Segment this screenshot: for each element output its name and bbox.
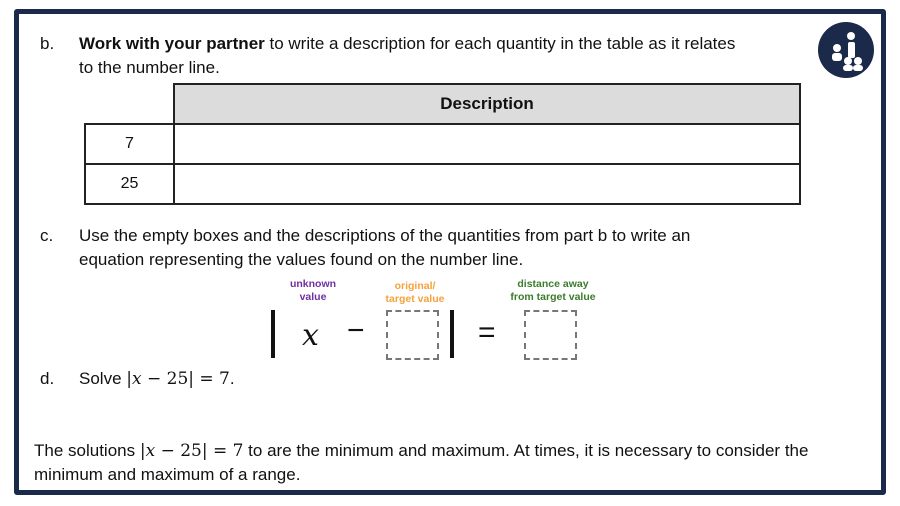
part-b-line2: to the number line. (79, 58, 220, 77)
table-row (85, 124, 800, 164)
original-label-line1: original/ (394, 280, 436, 292)
original-label-line2: target value (385, 293, 445, 305)
description-header: Description (174, 84, 800, 124)
description-cell[interactable] (174, 164, 800, 204)
part-d-text (79, 367, 235, 391)
minus-sign: − (347, 314, 365, 347)
table-header-row (85, 84, 800, 124)
part-b-marker: b. (40, 34, 55, 53)
footer-line1-rest: to are the minimum and maximum. At times, it is necessary to consider the (243, 441, 809, 460)
footer-prefix: The solutions (34, 441, 140, 460)
footer-var: x (145, 441, 156, 461)
part-d-abs-open: | (126, 369, 132, 389)
abs-bar-left (271, 310, 275, 358)
table-row (85, 164, 800, 204)
description-cell[interactable] (174, 124, 800, 164)
unknown-value-label (278, 278, 348, 304)
part-d-suffix: . (229, 369, 235, 388)
distance-label-line1: distance away (517, 278, 589, 290)
part-b-text (79, 32, 735, 56)
distance-away-label (500, 278, 606, 304)
unknown-label-line2: value (299, 291, 327, 303)
people-classroom-icon (818, 22, 874, 78)
unknown-label-line1: unknown (289, 278, 337, 290)
quantity-cell: 25 (85, 164, 174, 204)
variable-x: x (302, 318, 319, 353)
part-c-line1: Use the empty boxes and the descriptions of the quantities from part b to write an (79, 226, 691, 245)
part-c-marker: c. (40, 226, 54, 245)
footer-line2: minimum and maximum of a range. (34, 465, 301, 484)
target-value-box[interactable] (386, 310, 439, 360)
part-b-line1: to write a description for each quantity in the table as it relates (264, 34, 736, 53)
original-target-label (378, 280, 452, 306)
quantity-table (84, 83, 801, 205)
distance-label-line2: from target value (510, 291, 596, 303)
part-d-marker: d. (40, 369, 55, 388)
part-d-var: x (131, 369, 142, 389)
table-corner-cell (85, 84, 174, 124)
abs-bar-right (450, 310, 454, 358)
part-d-prefix: Solve (79, 369, 127, 388)
part-b-bold: Work with your partner (79, 34, 265, 53)
footer-abs-open: | (139, 441, 146, 461)
part-c-line2: equation representing the values found on the number line. (79, 250, 524, 269)
quantity-cell: 7 (85, 124, 174, 164)
equals-sign: = (478, 316, 496, 349)
footer-line1 (34, 439, 808, 463)
distance-value-box[interactable] (524, 310, 577, 360)
footer-expr: − 25| = 7 (155, 441, 244, 461)
part-d-expr: − 25| = 7 (141, 369, 230, 389)
